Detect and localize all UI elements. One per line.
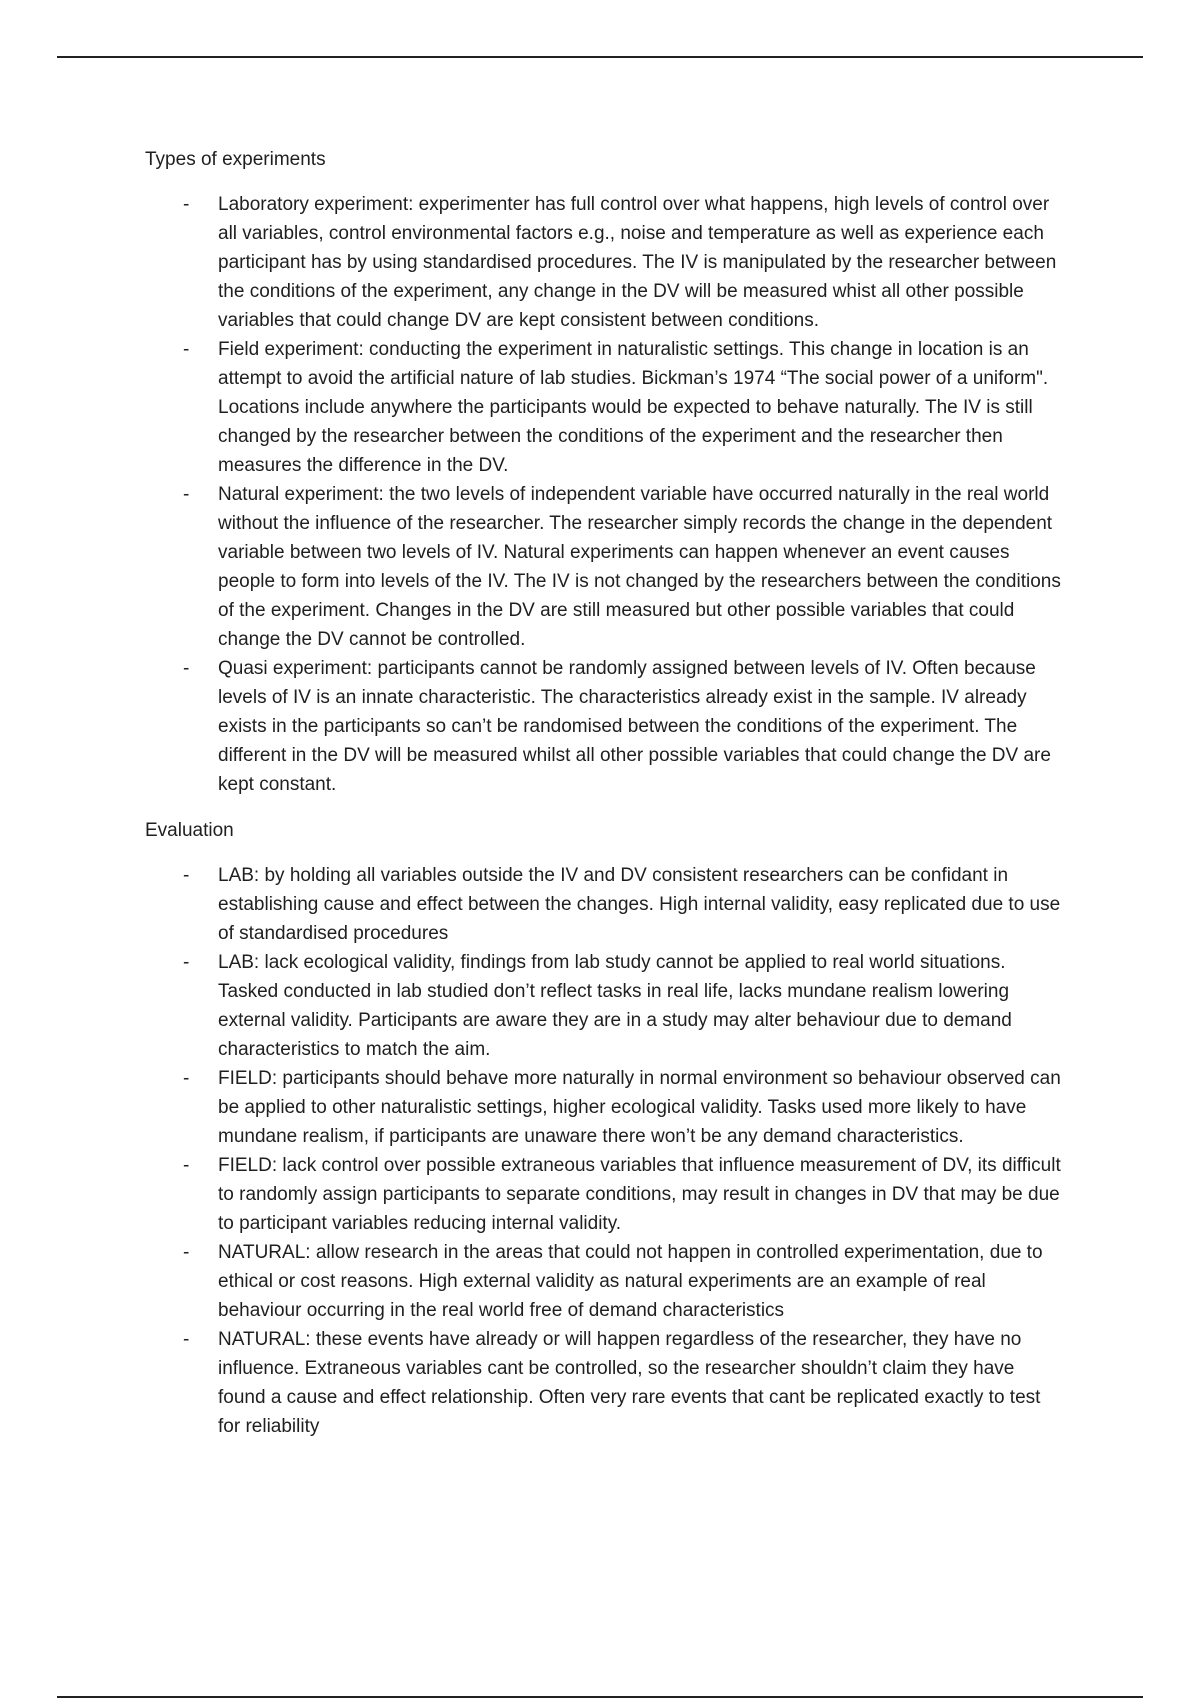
list-item xyxy=(145,1064,1065,1151)
section-heading-evaluation: Evaluation xyxy=(145,820,234,841)
bullet-dash: - xyxy=(183,1329,190,1350)
bullet-dash: - xyxy=(183,1155,190,1176)
bullet-dash: - xyxy=(183,952,190,973)
list-item xyxy=(145,1151,1065,1238)
list-item xyxy=(145,654,1065,799)
list-item xyxy=(145,948,1065,1064)
list-item xyxy=(145,190,1065,335)
footer-rule xyxy=(57,1696,1143,1698)
bullet-dash: - xyxy=(183,484,190,505)
list-item xyxy=(145,861,1065,948)
list-item-text: Laboratory experiment: experimenter has full control over what happens, high levels of control over all variables, control environmental factors e.g., noise and temperature as well as experience each participant has by using standardised procedures. The IV is manipulated by the researcher between the conditions of the experiment, any change in the DV will be measured whist all other possible variables that could change DV are kept consistent between conditions. xyxy=(218,194,1057,331)
bullet-dash: - xyxy=(183,1068,190,1089)
evaluation-list xyxy=(145,861,1065,1441)
list-item-text: NATURAL: these events have already or will happen regardless of the researcher, they have no influence. Extraneous variables cant be controlled, so the researcher shouldn’t claim they have found a cause and effect relationship. Often very rare events that cant be replicated exactly to test for reliability xyxy=(218,1329,1041,1437)
bullet-dash: - xyxy=(183,658,190,679)
list-item-text: Quasi experiment: participants cannot be randomly assigned between levels of IV. Often because levels of IV is an innate characteristic. The characteristics already exist in the sample. IV already exists in the participants so can’t be randomised between the conditions of the experiment. The different in the DV will be measured whilst all other possible variables that could change the DV are kept constant. xyxy=(218,658,1051,795)
list-item xyxy=(145,480,1065,654)
header-rule xyxy=(57,56,1143,58)
list-item-text: LAB: by holding all variables outside the IV and DV consistent researchers can be confidant in establishing cause and effect between the changes. High internal validity, easy replicated due to use of standardised procedures xyxy=(218,865,1061,944)
types-list xyxy=(145,190,1065,799)
list-item xyxy=(145,1325,1065,1441)
bullet-dash: - xyxy=(183,194,190,215)
list-item-text: Natural experiment: the two levels of independent variable have occurred naturally in the real world without the influence of the researcher. The researcher simply records the change in the dependent variable between two levels of IV. Natural experiments can happen whenever an event causes people to form into levels of the IV. The IV is not changed by the researchers between the conditions of the experiment. Changes in the DV are still measured but other possible variables that could change the DV cannot be controlled. xyxy=(218,484,1061,650)
list-item-text: LAB: lack ecological validity, findings from lab study cannot be applied to real world situations. Tasked conducted in lab studied don’t reflect tasks in real life, lacks mundane realism lowering external validity. Participants are aware they are in a study may alter behaviour due to demand characteristics to match the aim. xyxy=(218,952,1012,1060)
list-item xyxy=(145,335,1065,480)
document-body xyxy=(145,145,1065,1441)
bullet-dash: - xyxy=(183,1242,190,1263)
bullet-dash: - xyxy=(183,865,190,886)
list-item-text: Field experiment: conducting the experiment in naturalistic settings. This change in location is an attempt to avoid the artificial nature of lab studies. Bickman’s 1974 “The social power of a uniform". Locations include anywhere the participants would be expected to behave naturally. The IV is still changed by the researcher between the conditions of the experiment and the researcher then measures the difference in the DV. xyxy=(218,339,1049,476)
list-item-text: FIELD: participants should behave more naturally in normal environment so behaviour observed can be applied to other naturalistic settings, higher ecological validity. Tasks used more likely to have mundane realism, if participants are unaware there won’t be any demand characteristics. xyxy=(218,1068,1061,1147)
list-item-text: FIELD: lack control over possible extraneous variables that influence measurement of DV, its difficult to randomly assign participants to separate conditions, may result in changes in DV that may be due to participant variables reducing internal validity. xyxy=(218,1155,1061,1234)
section-heading-types: Types of experiments xyxy=(145,149,326,170)
list-item-text: NATURAL: allow research in the areas that could not happen in controlled experimentation, due to ethical or cost reasons. High external validity as natural experiments are an example of real behaviour occurring in the real world free of demand characteristics xyxy=(218,1242,1043,1321)
list-item xyxy=(145,1238,1065,1325)
bullet-dash: - xyxy=(183,339,190,360)
